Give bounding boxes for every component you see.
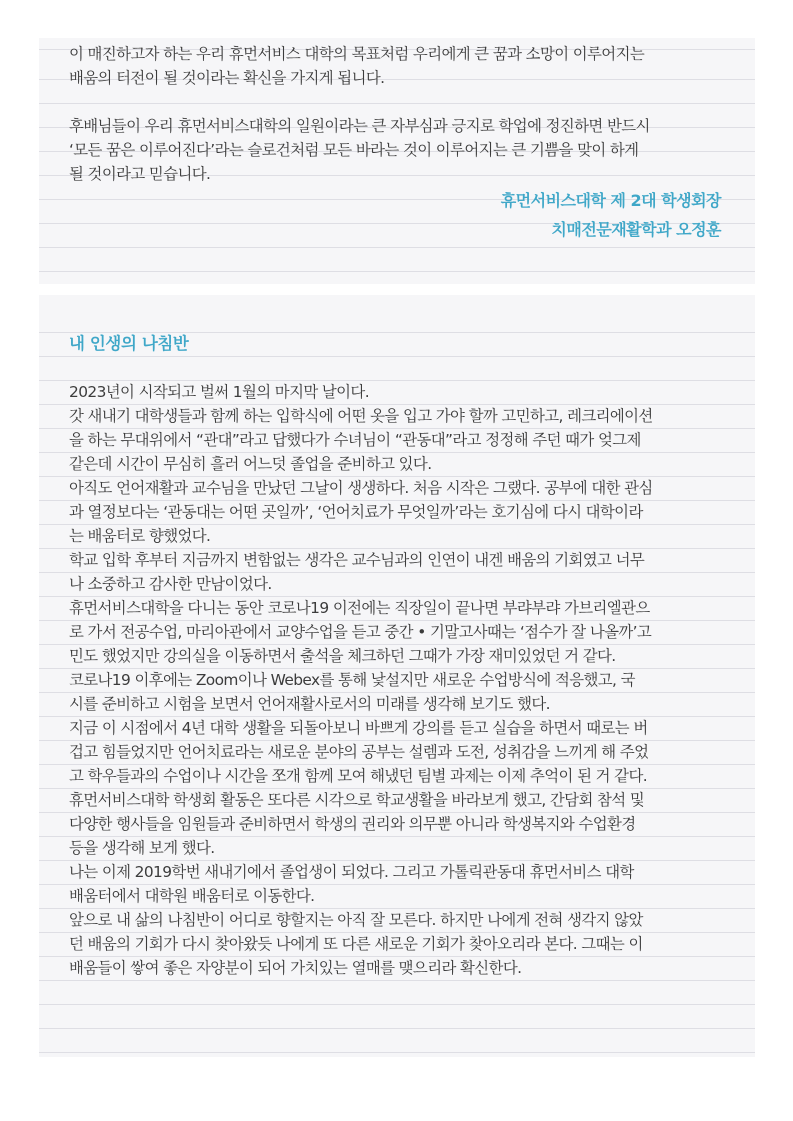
- text-line: 고 학우들과의 수업이나 시간을 쪼개 함께 모여 해냈던 팀별 과제는 이제 추억이 된 거 같다.: [69, 767, 648, 785]
- text-line: 겁고 힘들었지만 언어치료라는 새로운 분야의 공부는 설렘과 도전, 성취감을 느끼게 해 주었: [69, 743, 649, 761]
- paragraph: [69, 114, 725, 186]
- essay-paragraph: [69, 476, 725, 548]
- essay-paragraph: [69, 380, 725, 404]
- text-line: 배움들이 쌓여 좋은 자양분이 되어 가치있는 열매를 맺으리라 확신한다.: [69, 959, 522, 977]
- text-line: 을 하는 무대위에서 “관대”라고 답했다가 수녀님이 “관동대”라고 정정해 주던 때가 엊그제: [69, 431, 641, 449]
- closing-letter-card: [39, 38, 755, 284]
- text-line: 로 가서 전공수업, 마리아관에서 교양수업을 듣고 중간 • 기말고사때는 ‘점수가 잘 나올까’고: [69, 623, 652, 641]
- text-line: 2023년이 시작되고 벌써 1월의 마지막 날이다.: [69, 383, 369, 401]
- essay-card: [39, 295, 755, 1057]
- text-line: 앞으로 내 삶의 나침반이 어디로 향할지는 아직 잘 모른다. 하지만 나에게 전혀 생각지 않았: [69, 911, 643, 929]
- text-line: 휴먼서비스대학을 다니는 동안 코로나19 이전에는 직장일이 끝나면 부랴부랴 가브리엘관으: [69, 599, 650, 617]
- text-line: 아직도 언어재활과 교수님을 만났던 그날이 생생하다. 처음 시작은 그랬다. 공부에 대한 관심: [69, 479, 653, 497]
- text-line: 나는 이제 2019학번 새내기에서 졸업생이 되었다. 그리고 가톨릭관동대 휴먼서비스 대학: [69, 863, 634, 881]
- paragraph: [69, 42, 725, 90]
- text-line: 학교 입학 후부터 지금까지 변함없는 생각은 교수님과의 인연이 내겐 배움의 기회였고 너무: [69, 551, 645, 569]
- essay-paragraph: [69, 548, 725, 596]
- text-line: 후배님들이 우리 휴먼서비스대학의 일원이라는 큰 자부심과 긍지로 학업에 정진하면 반드시: [69, 117, 650, 135]
- text-line: ‘모든 꿈은 이루어진다’라는 슬로건처럼 모든 바라는 것이 이루어지는 큰 기쁨을 맞이 하게: [69, 141, 639, 159]
- text-line: 배움터에서 대학원 배움터로 이동한다.: [69, 887, 315, 905]
- text-line: 될 것이라고 믿습니다.: [69, 165, 211, 183]
- text-line: 는 배움터로 향했었다.: [69, 527, 211, 545]
- text-line: 휴먼서비스대학 학생회 활동은 또다른 시각으로 학교생활을 바라보게 했고, 간담회 참석 및: [69, 791, 645, 809]
- essay-paragraph: [69, 716, 725, 788]
- text-line: 코로나19 이후에는 Zoom이나 Webex를 통해 낯설지만 새로운 수업방식에 적응했고, 국: [69, 671, 635, 689]
- essay-paragraph: [69, 908, 725, 980]
- text-line: 같은데 시간이 무심히 흘러 어느덧 졸업을 준비하고 있다.: [69, 455, 432, 473]
- text-line: 던 배움의 기회가 다시 찾아왔듯 나에게 또 다른 새로운 기회가 찾아오리라 본다. 그때는 이: [69, 935, 643, 953]
- text-line: 나 소중하고 감사한 만남이었다.: [69, 575, 272, 593]
- text-line: 시를 준비하고 시험을 보면서 언어재활사로서의 미래를 생각해 보기도 했다.: [69, 695, 550, 713]
- essay-paragraph: [69, 668, 725, 716]
- text-line: 등을 생각해 보게 했다.: [69, 839, 215, 857]
- essay-body: [69, 380, 725, 980]
- essay-heading: 내 인생의 나침반: [69, 334, 189, 353]
- text-line: 배움의 터전이 될 것이라는 확신을 가지게 됩니다.: [69, 69, 385, 87]
- text-line: 이 매진하고자 하는 우리 휴먼서비스 대학의 목표처럼 우리에게 큰 꿈과 소망이 이루어지는: [69, 45, 645, 63]
- text-line: 과 열정보다는 ‘관동대는 어떤 곳일까’, ‘언어치료가 무엇일까’라는 호기심에 다시 대학이라: [69, 503, 643, 521]
- closing-paragraphs: [69, 42, 725, 186]
- essay-paragraph: [69, 404, 725, 476]
- signature-name: 치매전문재활학과 오정훈: [551, 220, 721, 239]
- essay-paragraph: [69, 596, 725, 668]
- signature-block: [69, 186, 721, 244]
- essay-paragraph: [69, 788, 725, 860]
- essay-paragraph: [69, 860, 725, 908]
- text-line: 다양한 행사들을 임원들과 준비하면서 학생의 권리와 의무뿐 아니라 학생복지와 수업환경: [69, 815, 636, 833]
- text-line: 갓 새내기 대학생들과 함께 하는 입학식에 어떤 옷을 입고 가야 할까 고민하고, 레크리에이션: [69, 407, 653, 425]
- signature-title: 휴먼서비스대학 제 2대 학생회장: [500, 191, 721, 210]
- text-line: 민도 했었지만 강의실을 이동하면서 출석을 체크하던 그때가 가장 재미있었던 거 같다.: [69, 647, 616, 665]
- text-line: 지금 이 시점에서 4년 대학 생활을 되돌아보니 바쁘게 강의를 듣고 실습을 하면서 때로는 버: [69, 719, 648, 737]
